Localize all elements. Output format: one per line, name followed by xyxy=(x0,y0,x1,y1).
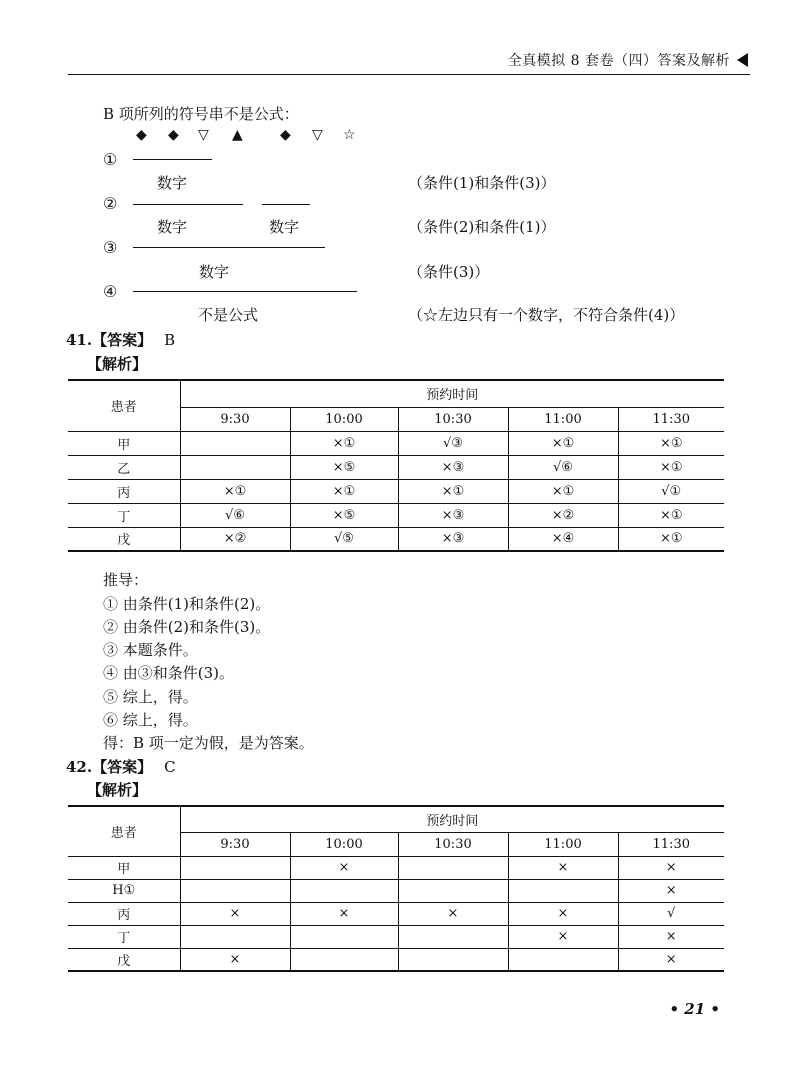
table-cell xyxy=(508,879,618,902)
table-cell: ×① xyxy=(618,431,724,455)
table-cell xyxy=(398,879,508,902)
step-number: ③ xyxy=(103,238,118,257)
table-cell xyxy=(290,948,398,971)
table-column-header: 11:30 xyxy=(618,832,724,856)
table-column-header: 11:30 xyxy=(618,407,724,431)
table-cell xyxy=(290,879,398,902)
q42-schedule-table xyxy=(68,805,724,972)
table-cell: ×① xyxy=(398,479,508,503)
page-header xyxy=(0,0,800,80)
patient-cell: 戊 xyxy=(68,948,180,971)
table-cell: ×① xyxy=(618,455,724,479)
step-number: ② xyxy=(103,194,118,213)
derivation-label: 推导： xyxy=(103,571,149,589)
table-cell xyxy=(180,455,290,479)
derivation-conclusion: 得：B 项一定为假，是为答案。 xyxy=(103,734,314,752)
table-cell: √① xyxy=(618,479,724,503)
table-cell: × xyxy=(180,902,290,925)
q42-answer-prefix: 42.【答案】 xyxy=(66,758,153,776)
step-condition: （条件(1)和条件(3)） xyxy=(408,174,556,192)
table-column-header: 9:30 xyxy=(180,407,290,431)
patient-cell: 丁 xyxy=(68,503,180,527)
derivation-line: ④ 由③和条件(3)。 xyxy=(103,664,235,682)
table-cell: ×① xyxy=(290,431,398,455)
table-cell: ×② xyxy=(180,527,290,551)
table-column-header: 10:30 xyxy=(398,832,508,856)
patient-cell: 甲 xyxy=(68,856,180,879)
q42-answer xyxy=(66,756,176,777)
step-underline xyxy=(133,291,357,292)
patient-cell: 丙 xyxy=(68,479,180,503)
page-number: • 21 • xyxy=(669,1000,720,1018)
derivation-line: ② 由条件(2)和条件(3)。 xyxy=(103,618,271,636)
table-cell: √③ xyxy=(398,431,508,455)
diamond-symbol: ◆ xyxy=(280,127,291,143)
step-condition: （条件(2)和条件(1)） xyxy=(408,218,556,236)
table-cell xyxy=(398,925,508,948)
table-cell: √⑥ xyxy=(508,455,618,479)
table-cell: √⑥ xyxy=(180,503,290,527)
table-cell xyxy=(180,431,290,455)
patient-cell: 丙 xyxy=(68,902,180,925)
derivation-line: ③ 本题条件。 xyxy=(103,641,198,659)
down-triangle-symbol: ▽ xyxy=(312,127,323,143)
table-column-header: 10:30 xyxy=(398,407,508,431)
table-group-header: 预约时间 xyxy=(180,380,724,407)
patient-cell: 丁 xyxy=(68,925,180,948)
step-underline xyxy=(262,204,310,205)
header-title: 全真模拟 8 套卷（四）答案及解析 xyxy=(507,53,730,69)
table-row xyxy=(68,527,724,551)
table-cell: ×① xyxy=(618,527,724,551)
table-cell: × xyxy=(618,879,724,902)
diamond-symbol: ◆ xyxy=(136,127,147,143)
table-cell: ×⑤ xyxy=(290,455,398,479)
table-cell: ×① xyxy=(508,479,618,503)
table-row xyxy=(68,948,724,971)
step-underline xyxy=(133,247,325,248)
table-cell xyxy=(180,879,290,902)
table-row xyxy=(68,925,724,948)
table-cell: × xyxy=(508,925,618,948)
table-cell: × xyxy=(290,856,398,879)
table-column-header: 10:00 xyxy=(290,407,398,431)
table-column-header: 11:00 xyxy=(508,832,618,856)
table-row-header: 患者 xyxy=(68,806,180,856)
table-group-header: 预约时间 xyxy=(180,806,724,832)
table-row xyxy=(68,431,724,455)
diamond-symbol: ◆ xyxy=(168,127,179,143)
table-row xyxy=(68,879,724,902)
table-cell: × xyxy=(618,925,724,948)
patient-cell: H① xyxy=(68,879,180,902)
patient-cell: 戊 xyxy=(68,527,180,551)
table-cell: × xyxy=(290,902,398,925)
patient-cell: 乙 xyxy=(68,455,180,479)
q42-answer-letter: C xyxy=(164,758,176,776)
star-symbol: ☆ xyxy=(343,127,356,143)
step-label: 不是公式 xyxy=(198,306,259,324)
header-arrow-icon xyxy=(737,53,748,67)
q41-analysis-label: 【解析】 xyxy=(87,355,148,373)
step-label: 数字 xyxy=(269,218,300,236)
table-cell: × xyxy=(508,856,618,879)
table-cell xyxy=(508,948,618,971)
step-condition: （条件(3)） xyxy=(408,263,490,281)
table-cell: ×③ xyxy=(398,527,508,551)
section-b-intro: B 项所列的符号串不是公式： xyxy=(103,105,299,123)
derivation-line: ⑤ 综上，得。 xyxy=(103,688,198,706)
q42-analysis-label: 【解析】 xyxy=(87,781,148,799)
table-cell: × xyxy=(618,948,724,971)
down-triangle-symbol: ▽ xyxy=(198,127,209,143)
table-cell: ×① xyxy=(508,431,618,455)
table-row xyxy=(68,503,724,527)
table-cell: ×① xyxy=(290,479,398,503)
table-column-header: 10:00 xyxy=(290,832,398,856)
table-cell: × xyxy=(508,902,618,925)
table-cell: √ xyxy=(618,902,724,925)
table-cell xyxy=(398,856,508,879)
derivation-line: ⑥ 综上，得。 xyxy=(103,711,198,729)
table-cell: × xyxy=(618,856,724,879)
table-row xyxy=(68,902,724,925)
step-number: ④ xyxy=(103,282,118,301)
table-cell: × xyxy=(398,902,508,925)
up-triangle-symbol: ▲ xyxy=(232,127,243,143)
table-column-header: 11:00 xyxy=(508,407,618,431)
table-row-header: 患者 xyxy=(68,380,180,431)
table-column-header: 9:30 xyxy=(180,832,290,856)
table-cell: √⑤ xyxy=(290,527,398,551)
header-rule xyxy=(68,74,750,75)
step-number: ① xyxy=(103,150,118,169)
table-cell: ×② xyxy=(508,503,618,527)
table-cell xyxy=(180,925,290,948)
step-underline xyxy=(133,159,212,160)
table-cell: × xyxy=(180,948,290,971)
step-label: 数字 xyxy=(157,218,188,236)
table-row xyxy=(68,856,724,879)
q41-schedule-table xyxy=(68,379,724,552)
step-underline xyxy=(133,204,243,205)
table-row xyxy=(68,479,724,503)
table-row xyxy=(68,455,724,479)
table-cell: ×④ xyxy=(508,527,618,551)
table-cell xyxy=(180,856,290,879)
table-cell xyxy=(290,925,398,948)
patient-cell: 甲 xyxy=(68,431,180,455)
table-cell: ×① xyxy=(618,503,724,527)
table-cell: ×③ xyxy=(398,503,508,527)
q41-answer-prefix: 41.【答案】 xyxy=(66,331,153,349)
derivation-line: ① 由条件(1)和条件(2)。 xyxy=(103,595,271,613)
step-label: 数字 xyxy=(157,174,188,192)
table-cell: ×③ xyxy=(398,455,508,479)
step-label: 数字 xyxy=(199,263,230,281)
table-cell xyxy=(398,948,508,971)
step-condition: （☆左边只有一个数字，不符合条件(4)） xyxy=(408,306,685,324)
table-cell: ×⑤ xyxy=(290,503,398,527)
q41-answer xyxy=(66,329,175,350)
table-cell: ×① xyxy=(180,479,290,503)
q41-answer-letter: B xyxy=(164,331,176,349)
